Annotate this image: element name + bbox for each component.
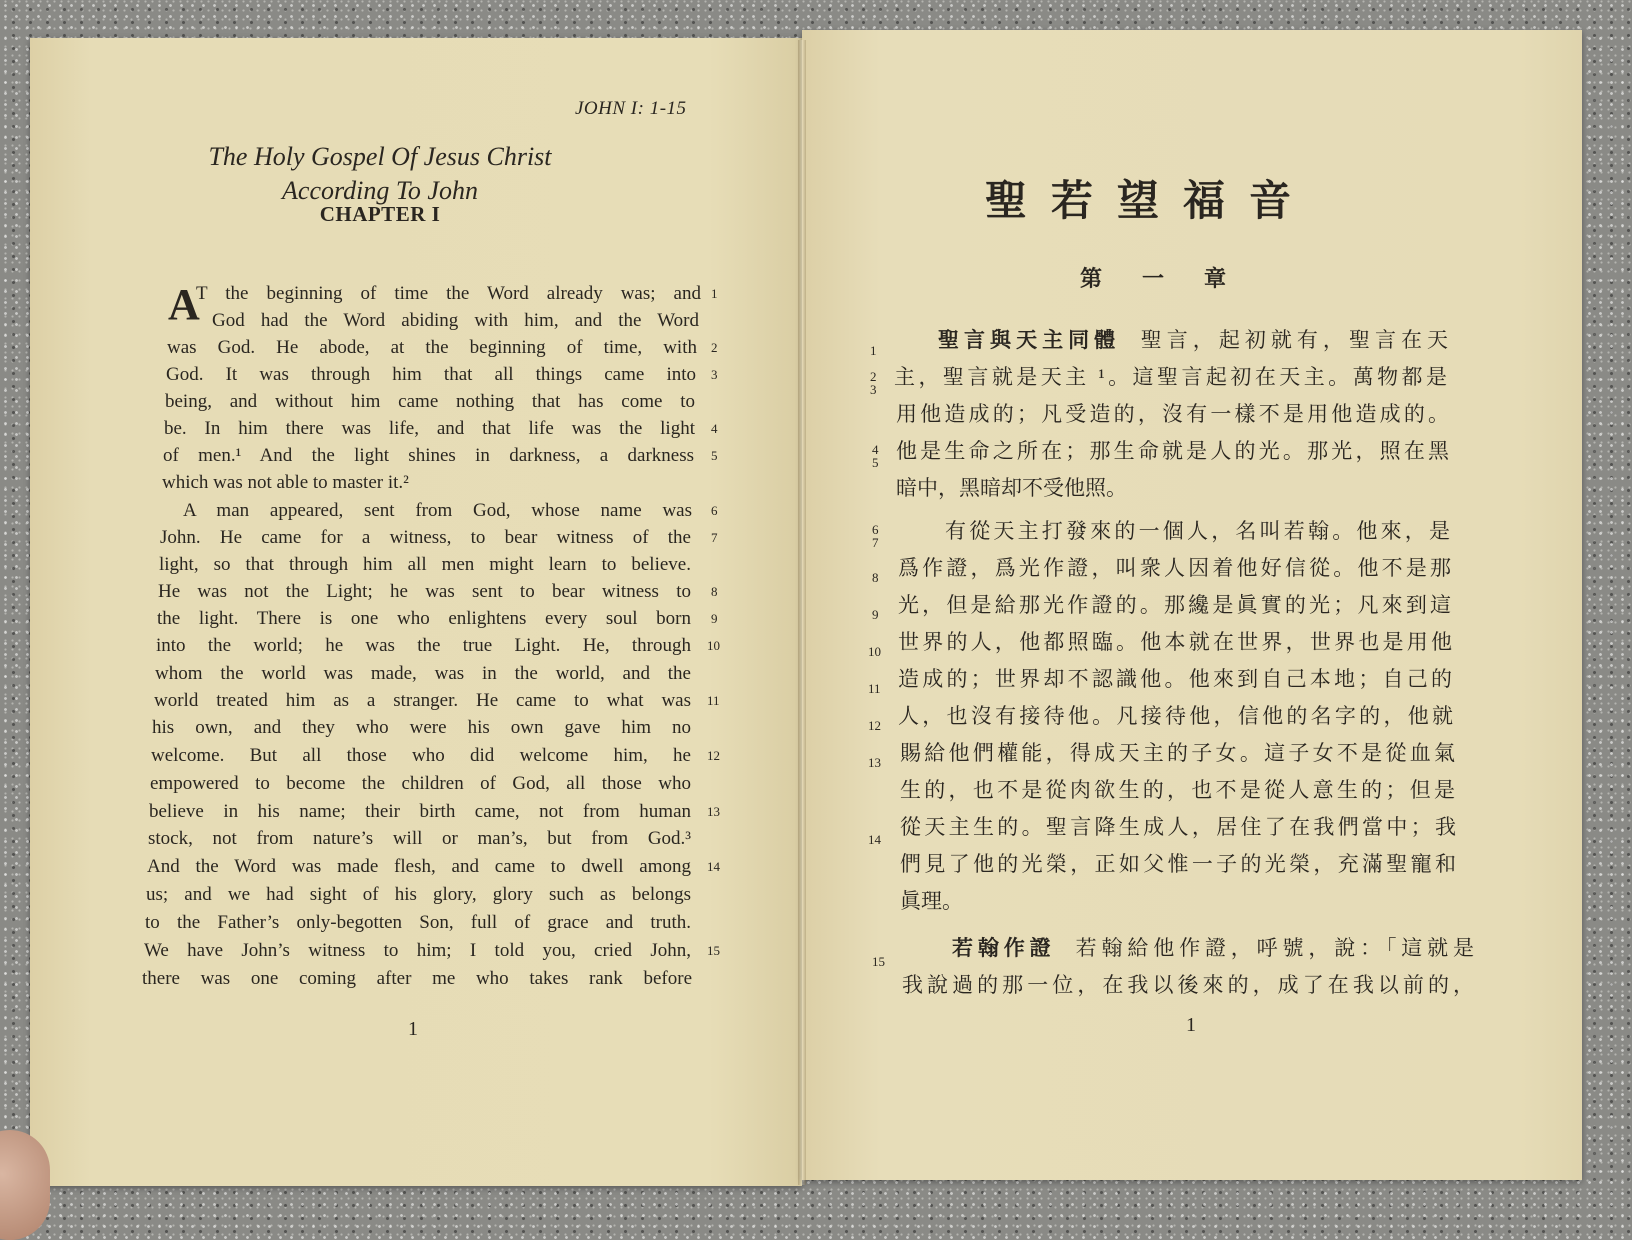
text-line: the light. There is one who enlightens every soul born: [157, 608, 691, 629]
chinese-text-line: 暗中，黑暗却不受他照。: [896, 476, 1127, 500]
chinese-text-line: 賜給他們權能，得成天主的子女。這子女不是從血氣: [900, 741, 1455, 765]
text-line: whom the world was made, was in the world, and the: [155, 663, 691, 684]
text-line: be. In him there was life, and that life was the light: [164, 418, 695, 439]
verse-number: 5: [872, 455, 879, 470]
text-line: being, and without him came nothing that has come to: [165, 391, 695, 412]
gospel-title-line-1: The Holy Gospel Of Jesus Christ: [208, 142, 552, 171]
chinese-text-line: 從天主生的。聖言降生成人，居住了在我們當中；我: [900, 815, 1456, 839]
verse-number: 4: [872, 442, 879, 457]
section-heading: 聖言與天主同體: [938, 328, 1121, 352]
verse-number: 6: [711, 503, 718, 518]
chinese-text-line: 人，也沒有接待他。凡接待他，信他的名字的，他就: [898, 704, 1453, 728]
verse-number: 13: [868, 755, 881, 770]
verse-number: 14: [707, 859, 720, 874]
page-number: 1: [1186, 1014, 1196, 1036]
page-number: 1: [408, 1018, 418, 1040]
chinese-text-line: 生的，也不是從肉欲生的，也不是從人意生的；但是: [900, 778, 1455, 802]
section-heading: 若翰作證: [952, 936, 1056, 960]
text-line: He was not the Light; he was sent to bear witness to: [158, 581, 691, 602]
text-line: which was not able to master it.²: [162, 472, 409, 493]
text-line: welcome. But all those who did welcome him, he: [151, 745, 691, 766]
book-spine: [798, 40, 806, 1185]
text-line: And the Word was made flesh, and came to dwell among: [147, 856, 691, 877]
text-line: God. It was through him that all things came into: [166, 364, 696, 385]
text-line: T the beginning of time the Word already was; and: [196, 283, 701, 304]
text-line: empowered to become the children of God, all those who: [150, 773, 691, 794]
text-line: light, so that through him all men might learn to believe.: [159, 554, 691, 575]
text-line: John. He came for a witness, to bear witness of the: [160, 527, 691, 548]
chinese-title: 聖若望福音: [985, 179, 1316, 225]
verse-number: 10: [707, 638, 720, 653]
text-line: stock, not from nature’s will or man’s, but from God.³: [148, 828, 691, 849]
chinese-text-run: 聖言，起初就有，聖言在天: [1140, 328, 1449, 352]
chinese-text-run: 若翰給他作證，呼號，說：「這就是: [1075, 936, 1475, 960]
verse-number: 1: [870, 343, 877, 358]
chinese-text-line: 用他造成的；凡受造的，沒有一樣不是用他造成的。: [896, 402, 1449, 426]
verse-number: 10: [868, 644, 881, 659]
verse-number: 9: [711, 611, 718, 626]
chinese-text-line: 們見了他的光榮，正如父惟一子的光榮，充滿聖寵和: [900, 852, 1456, 876]
verse-number: 7: [711, 530, 718, 545]
verse-number: 8: [872, 570, 879, 585]
chinese-text-line: [938, 322, 1448, 358]
chinese-text-line: 我說過的那一位，在我以後來的，成了在我以前的，: [902, 973, 1474, 997]
verse-number: 3: [870, 382, 877, 397]
verse-number: 12: [868, 718, 881, 733]
chinese-text-line: 他是生命之所在；那生命就是人的光。那光，照在黑: [896, 439, 1449, 463]
chinese-text-line: 主，聖言就是天主 ¹。這聖言起初在天主。萬物都是: [894, 365, 1447, 389]
running-head: JOHN I: 1-15: [575, 98, 687, 119]
verse-number: 9: [872, 607, 879, 622]
verse-number: 3: [711, 367, 718, 382]
verse-number: 2: [870, 369, 877, 384]
verse-number: 15: [872, 954, 885, 969]
text-line: into the world; he was the true Light. He, through: [156, 635, 691, 656]
verse-number: 1: [711, 286, 718, 301]
chinese-chapter-heading: 第一章: [1080, 266, 1267, 291]
text-line: believe in his name; their birth came, not from human: [149, 801, 691, 822]
verse-number: 2: [711, 340, 718, 355]
verse-number: 11: [868, 681, 881, 696]
chinese-text-line: 爲作證，爲光作證，叫衆人因着他好信從。他不是那: [898, 556, 1451, 580]
chinese-text-line: 造成的；世界却不認識他。他來到自己本地；自己的: [898, 667, 1452, 691]
verse-number: 4: [711, 421, 718, 436]
chapter-heading: CHAPTER I: [319, 202, 441, 226]
gospel-title: [150, 140, 610, 208]
chinese-text-line: 眞理。: [900, 889, 963, 913]
chinese-text-line: [952, 930, 1474, 966]
verse-number: 14: [868, 832, 881, 847]
verse-number: 15: [707, 943, 720, 958]
text-line: God had the Word abiding with him, and the Word: [212, 310, 699, 331]
drop-cap: A: [168, 280, 200, 329]
text-line: of men.¹ And the light shines in darkness, a darkness: [163, 445, 694, 466]
verse-number: 6: [872, 522, 879, 537]
text-line: world treated him as a stranger. He came to what was: [154, 690, 691, 711]
verse-number: 5: [711, 448, 718, 463]
verse-number: 13: [707, 804, 720, 819]
verse-number: 7: [872, 535, 879, 550]
chinese-text-line: 世界的人，他都照臨。他本就在世界，世界也是用他: [898, 630, 1452, 654]
text-line: was God. He abode, at the beginning of time, with: [167, 337, 697, 358]
text-line: to the Father’s only-begotten Son, full of grace and truth.: [145, 912, 691, 933]
text-line: We have John’s witness to him; I told you, cried John,: [144, 940, 691, 961]
text-line: his own, and they who were his own gave him no: [152, 717, 691, 738]
verse-number: 8: [711, 584, 718, 599]
chinese-text-line: 光，但是給那光作證的。那纔是眞實的光；凡來到這: [898, 593, 1451, 617]
verse-number: 11: [707, 693, 720, 708]
text-line: us; and we had sight of his glory, glory such as belongs: [146, 884, 691, 905]
verse-number: 12: [707, 748, 720, 763]
text-line: A man appeared, sent from God, whose name was: [183, 500, 692, 521]
chinese-text-line: 有從天主打發來的一個人，名叫若翰。他來，是: [945, 519, 1450, 543]
gospel-title-line-2: According To John: [282, 176, 478, 205]
text-line: there was one coming after me who takes rank before: [142, 968, 692, 989]
